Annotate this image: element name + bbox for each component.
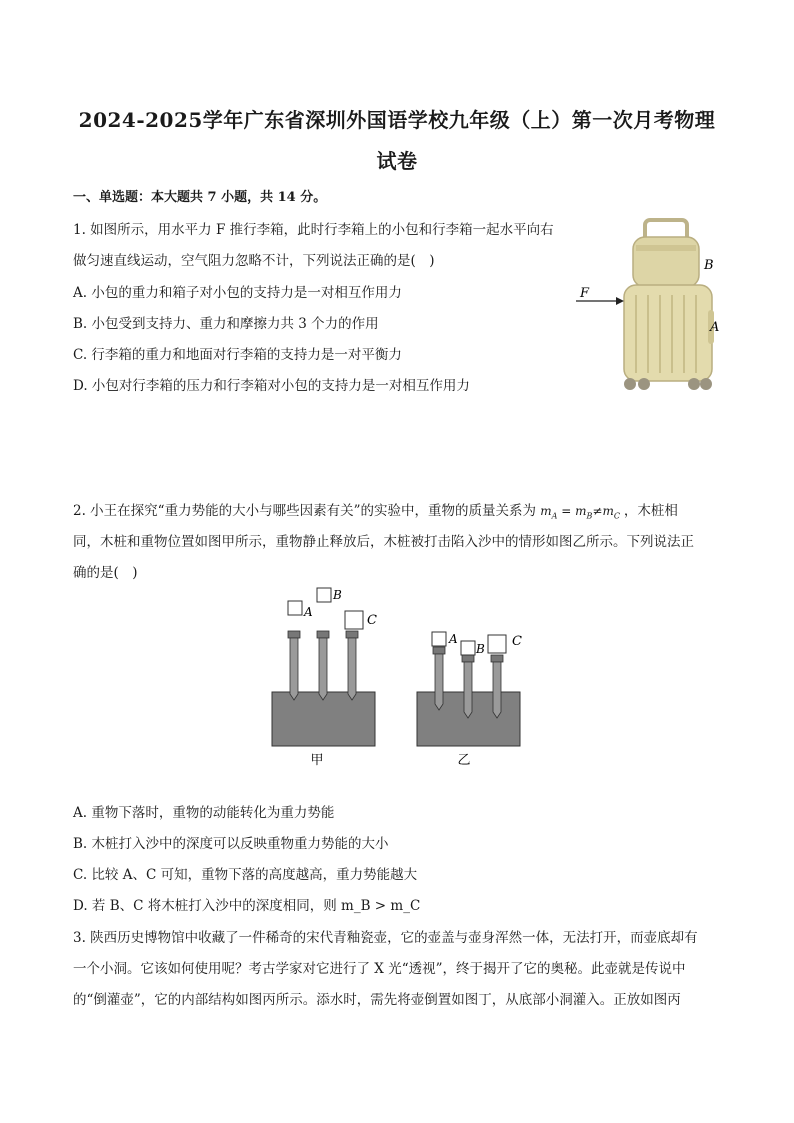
wheel — [624, 378, 636, 390]
weight-a — [288, 601, 302, 615]
q2-stem-line2: 同，木桩和重物位置如图甲所示，重物静止释放后，木桩被打击陷入沙中的情形如图乙所示。下列说法正 — [73, 534, 694, 550]
q1-option-b: B. 小包受到支持力、重力和摩擦力共 3 个力的作用 — [73, 316, 379, 332]
section-heading: 一、单选题：本大题共 7 小题，共 14 分。 — [73, 190, 327, 205]
q2-stem-line3: 确的是( ) — [73, 565, 138, 581]
q1-stem-line2: 做匀速直线运动，空气阻力忽略不计，下列说法正确的是( ) — [73, 253, 435, 269]
q2-stem-text-end: ，木桩相 — [623, 503, 678, 519]
case-label: A — [710, 320, 720, 335]
weight-c-after — [488, 635, 506, 653]
q2-mass-formula: $m_A = m_B\ne m_C$ — [540, 504, 620, 521]
weight-b-after — [461, 641, 475, 655]
svg-text:C: C — [367, 613, 377, 628]
q1-stem-line1: 1. 如图所示，用水平力 F 推行李箱，此时行李箱上的小包和行李箱一起水平向右 — [73, 222, 554, 238]
q3-line1: 3. 陕西历史博物馆中收藏了一件稀奇的宋代青釉瓷壶，它的壶盖与壶身浑然一体，无法打开，而壶底却有 — [73, 930, 698, 946]
q1-option-c: C. 行李箱的重力和地面对行李箱的支持力是一对平衡力 — [73, 347, 402, 363]
wheel — [688, 378, 700, 390]
q2-option-a: A. 重物下落时，重物的动能转化为重力势能 — [73, 805, 335, 821]
q1-option-a: A. 小包的重力和箱子对小包的支持力是一对相互作用力 — [73, 285, 402, 301]
q2-stem-line1 — [73, 499, 678, 520]
bag-label: B — [704, 258, 714, 273]
svg-text:A: A — [304, 605, 313, 619]
weight-b — [317, 588, 331, 602]
wheel — [638, 378, 650, 390]
fig-jia-label: 甲 — [310, 753, 324, 768]
svg-text:C: C — [512, 634, 522, 649]
q2-option-b: B. 木桩打入沙中的深度可以反映重物重力势能的大小 — [73, 836, 389, 852]
q2-option-c: C. 比较 A、C 可知，重物下落的高度越高，重力势能越大 — [73, 867, 418, 883]
fig-yi-label: 乙 — [457, 753, 471, 768]
weight-c — [345, 611, 363, 629]
force-label: F — [580, 286, 590, 301]
q3-line3: 的“倒灌壶”，它的内部结构如图丙所示。添水时，需先将壶倒置如图丁，从底部小洞灌入。正放如图丙 — [73, 992, 681, 1008]
svg-text:B: B — [333, 588, 342, 602]
q2-stem-text: 2. 小王在探究“重力势能的大小与哪些因素有关”的实验中，重物的质量关系为 — [73, 503, 536, 519]
stakes-figure — [262, 582, 532, 772]
page-title-line2: 试卷 — [376, 149, 418, 173]
q3-line2: 一个小洞。它该如何使用呢？考古学家对它进行了 X 光“透视”，终于揭开了它的奥秘。此壶就是传说中 — [73, 961, 686, 977]
page-title-line1: 2024-2025学年广东省深圳外国语学校九年级（上）第一次月考物理 — [78, 108, 716, 132]
q1-option-d: D. 小包对行李箱的压力和行李箱对小包的支持力是一对相互作用力 — [73, 378, 470, 394]
weight-a-after — [432, 632, 446, 646]
small-bag — [633, 237, 699, 287]
svg-text:B: B — [476, 642, 485, 656]
large-case — [624, 285, 712, 381]
wheel — [700, 378, 712, 390]
svg-text:A: A — [449, 632, 458, 646]
suitcase-figure — [572, 215, 732, 395]
q2-option-d: D. 若 B、C 将木桩打入沙中的深度相同，则 m_B > m_C — [73, 898, 421, 914]
